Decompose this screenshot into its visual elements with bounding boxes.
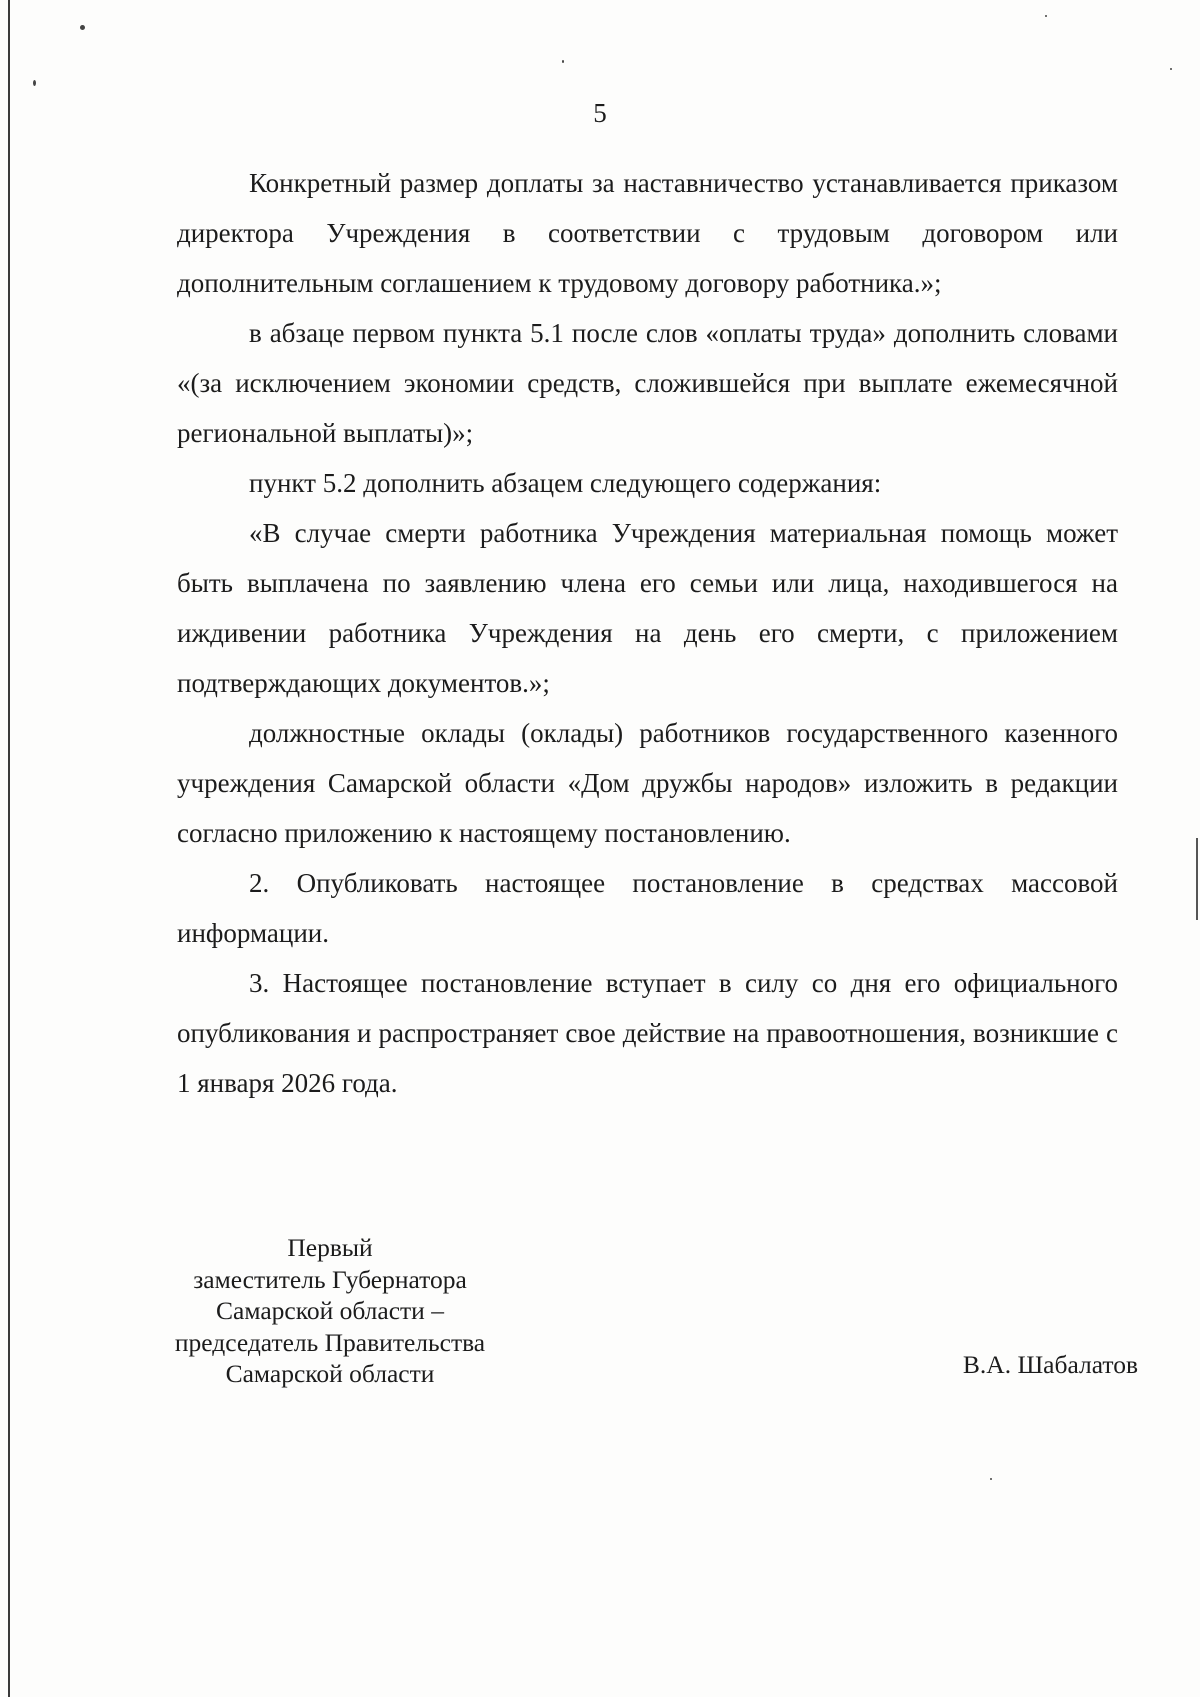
signatory-title [150,1232,510,1390]
paragraph: пункт 5.2 дополнить абзацем следующего содержания: [249,468,882,498]
paragraph: 3. Настоящее постановление вступает в силу со дня его официального опубликования и распространяет свое действие на правоотношения, возникшие с 1 января 2026 года. [177,968,1118,1098]
document-body [177,158,1118,1108]
scan-edge-line [8,0,10,1697]
signatory-name: В.А. Шабалатов [962,1350,1138,1379]
signatory-title-line: председатель Правительства [174,1327,486,1357]
paragraph: Конкретный размер доплаты за наставничество устанавливается приказом директора Учреждения в соответствии с трудовым договором или дополнительным соглашением к трудовому договору работника.»; [177,168,1118,298]
paragraph: в абзаце первом пункта 5.1 после слов «оплаты труда» дополнить словами «(за исключением экономии средств, сложившейся при выплате ежемесячной региональной выплаты)»; [177,318,1118,448]
signatory-title-line: заместитель Губернатора [193,1264,467,1294]
scan-speck [1170,68,1172,70]
paragraph: «В случае смерти работника Учреждения материальная помощь может быть выплачена по заявлению члена его семьи или лица, находившегося на иждивении работника Учреждения на день его смерти, с приложением подтверждающих документов.»; [177,518,1118,698]
signatory-title-line: Самарской области [225,1359,435,1388]
paragraph: 2. Опубликовать настоящее постановление в средствах массовой информации. [177,868,1118,948]
signatory-title-line: Первый [287,1233,373,1262]
scan-margin-mark [1196,838,1198,920]
scan-speck [80,25,85,30]
page-number: 5 [593,98,607,128]
scan-speck [990,1478,992,1480]
paragraph: должностные оклады (оклады) работников государственного казенного учреждения Самарской области «Дом дружбы народов» изложить в редакции согласно приложению к настоящему постановлению. [177,718,1118,848]
signatory-title-line: Самарской области – [216,1296,444,1325]
scan-speck [562,60,564,63]
scan-speck [33,80,36,86]
scan-speck [1045,15,1047,17]
